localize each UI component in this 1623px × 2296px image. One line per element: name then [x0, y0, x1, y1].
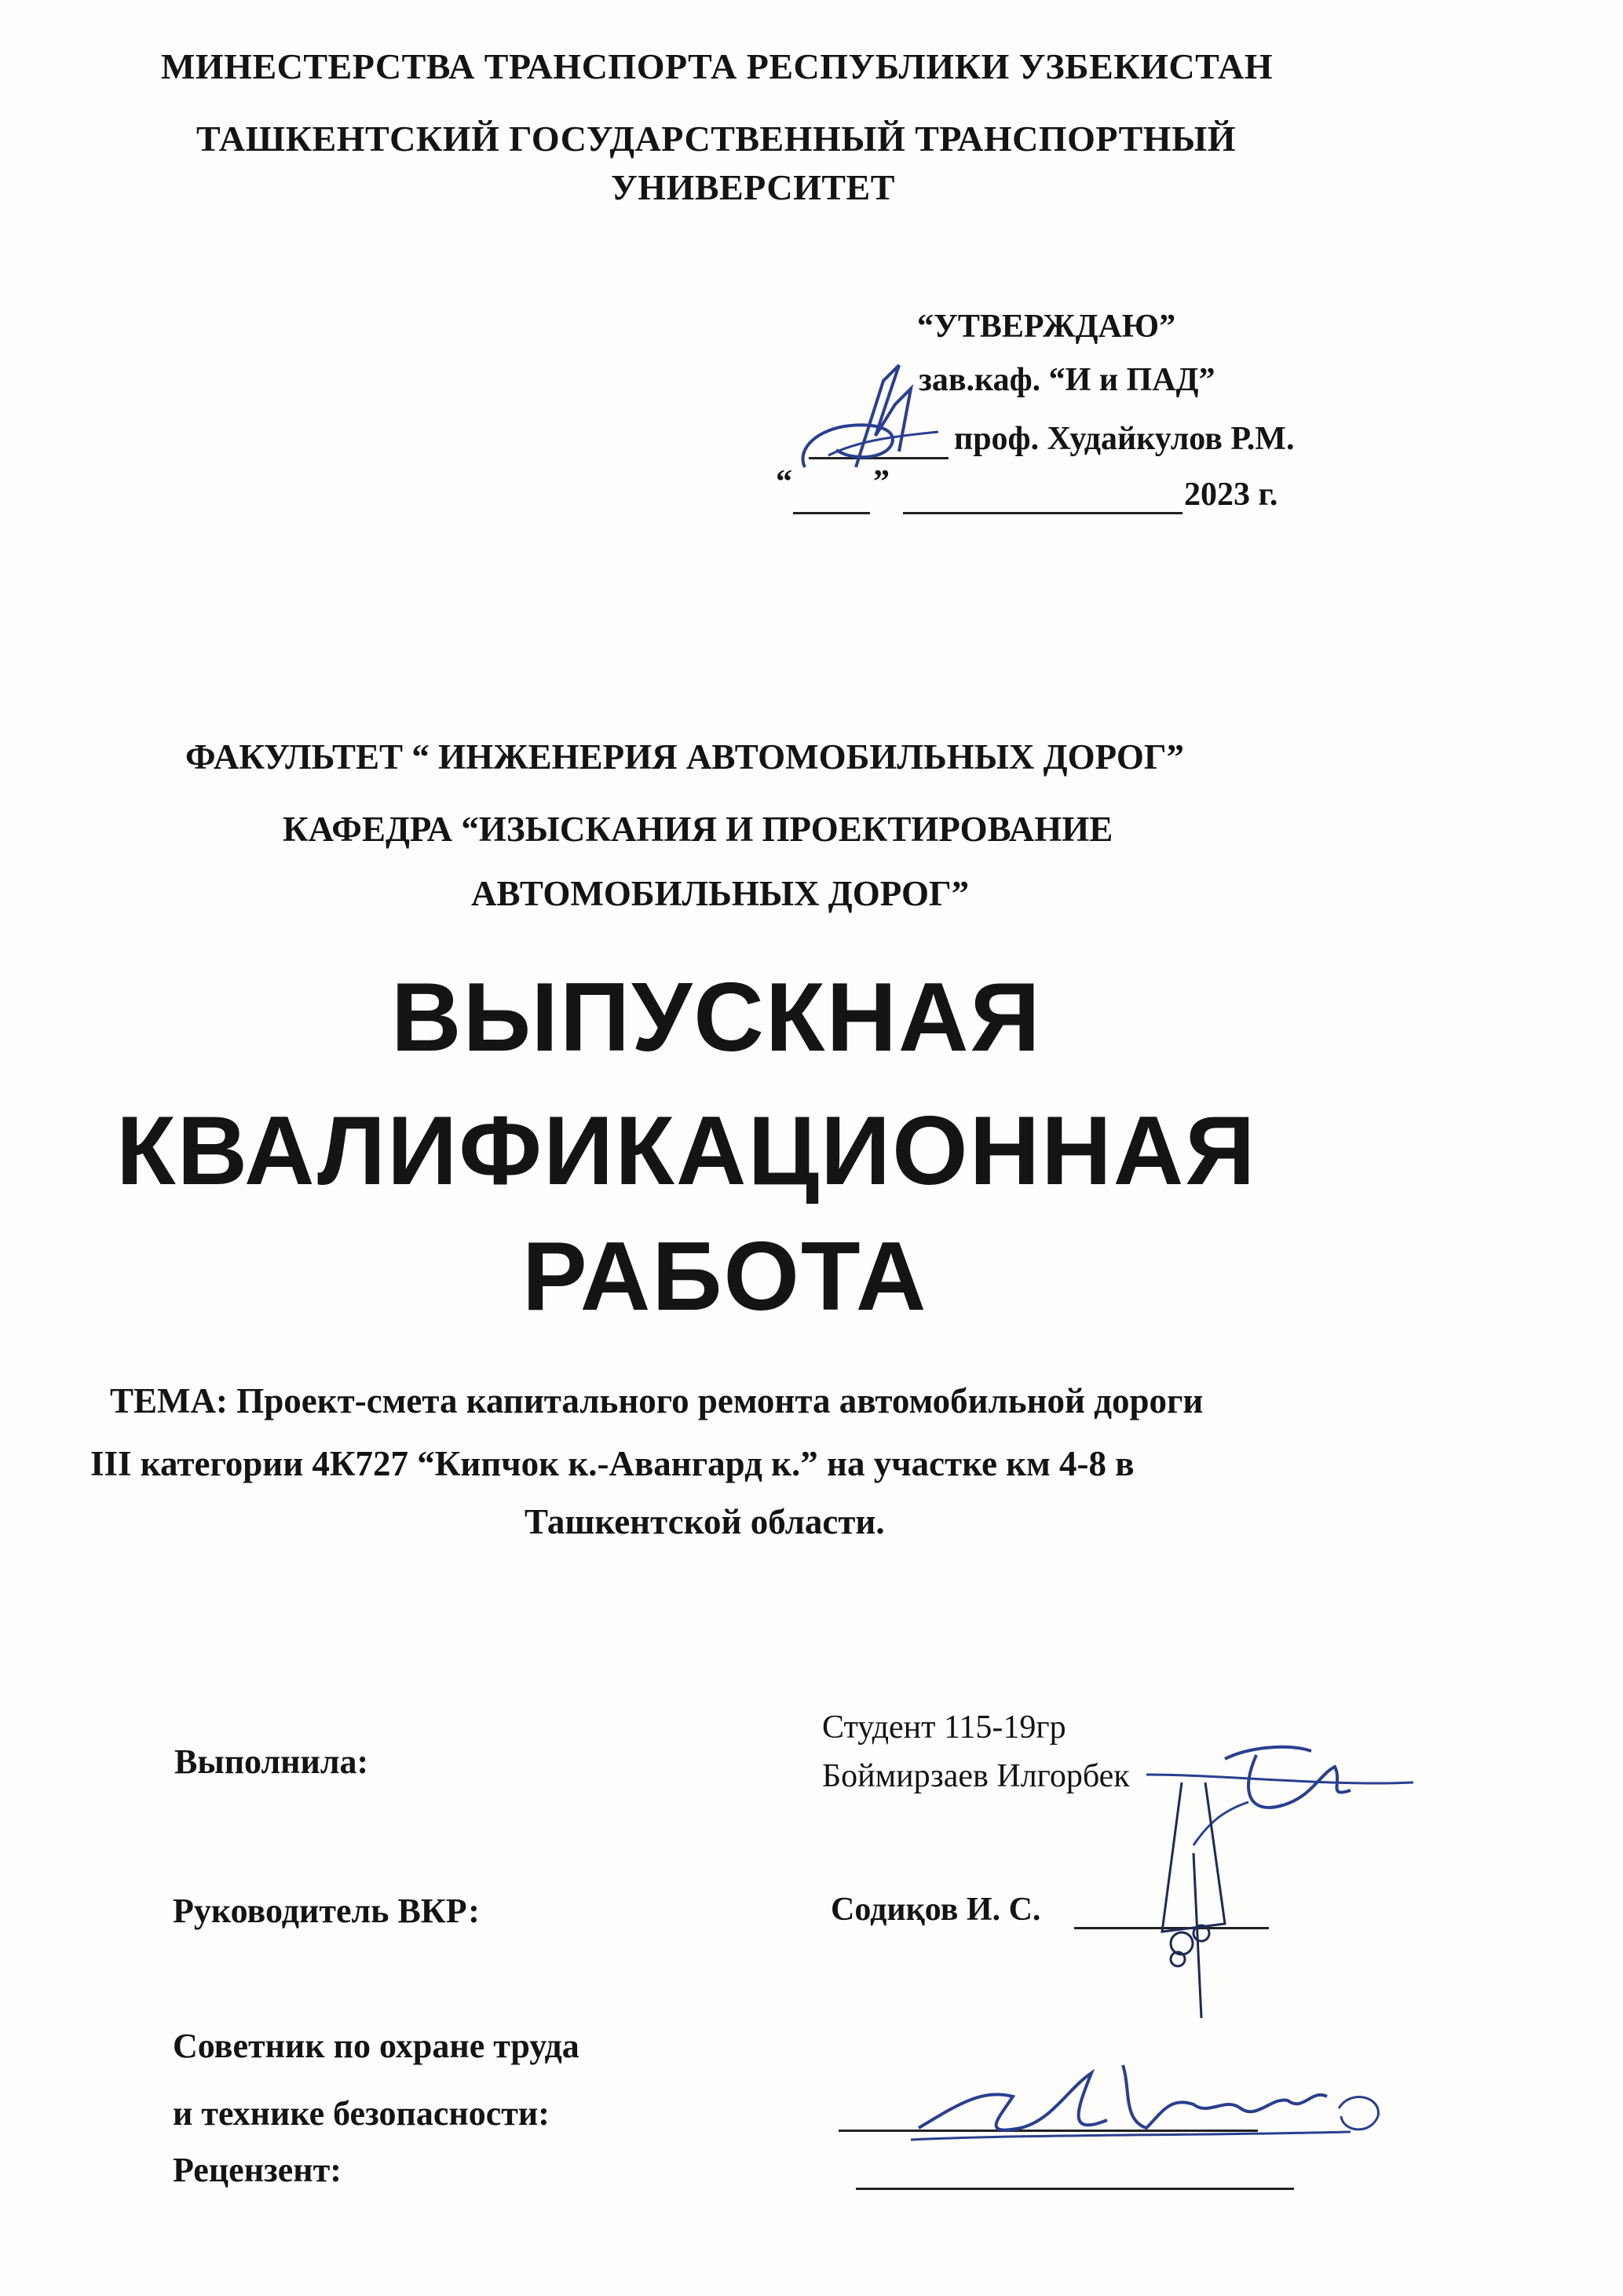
approval-date-open-quote: “ [776, 464, 792, 500]
approval-signature-icon [781, 357, 954, 487]
approval-year: 2023 г. [1184, 477, 1278, 513]
safety-advisor-label-line1: Советник по охране труда [173, 2027, 579, 2065]
topic-line2: III категории 4К727 “Кипчок к.-Авангард к.” на участке км 4-8 в [90, 1444, 1135, 1483]
reviewer-signature-line [856, 2188, 1294, 2190]
topic-line3: Ташкентской области. [525, 1502, 885, 1541]
safety-advisor-signature-icon [911, 2042, 1398, 2167]
reviewer-label: Рецензент: [173, 2151, 342, 2189]
supervisor-name: Содиқов И. С. [831, 1892, 1041, 1928]
work-title-line1: ВЫПУСКНАЯ [391, 963, 1042, 1072]
student-name: Боймирзаев Илгорбек [822, 1758, 1130, 1794]
approval-date-close-quote: ” [873, 464, 890, 500]
supervisor-signature-icon [1146, 1767, 1264, 2026]
performed-label: Выполнила: [174, 1742, 369, 1781]
department-name-line1: КАФЕДРА “ИЗЫСКАНИЯ И ПРОЕКТИРОВАНИЕ [283, 810, 1113, 849]
work-title-line2: КВАЛИФИКАЦИОННАЯ [116, 1097, 1257, 1205]
work-title-line3: РАБОТА [522, 1223, 928, 1331]
university-heading-line1: ТАШКЕНТСКИЙ ГОСУДАРСТВЕННЫЙ ТРАНСПОРТНЫЙ [196, 119, 1236, 159]
supervisor-label: Руководитель ВКР: [173, 1892, 480, 1930]
university-heading-line2: УНИВЕРСИТЕТ [611, 167, 895, 207]
approval-title: “УТВЕРЖДАЮ” [917, 309, 1176, 345]
approval-day-line [793, 512, 870, 514]
topic-line1: ТЕМА: Проект-смета капитального ремонта автомобильной дороги [110, 1381, 1204, 1420]
approval-month-line [903, 512, 1183, 514]
faculty-name: ФАКУЛЬТЕТ “ ИНЖЕНЕРИЯ АВТОМОБИЛЬНЫХ ДОРОГ” [185, 737, 1184, 777]
department-name-line2: АВТОМОБИЛЬНЫХ ДОРОГ” [471, 874, 970, 913]
approval-position: зав.каф. “И и ПАД” [919, 362, 1215, 398]
ministry-heading: МИНЕСТЕРСТВА ТРАНСПОРТА РЕСПУБЛИКИ УЗБЕКИСТАН [161, 46, 1274, 86]
student-group: Студент 115-19гр [822, 1709, 1066, 1746]
safety-advisor-label-line2: и технике безопасности: [173, 2094, 550, 2133]
approval-name: проф. Худайкулов Р.М. [954, 421, 1295, 457]
